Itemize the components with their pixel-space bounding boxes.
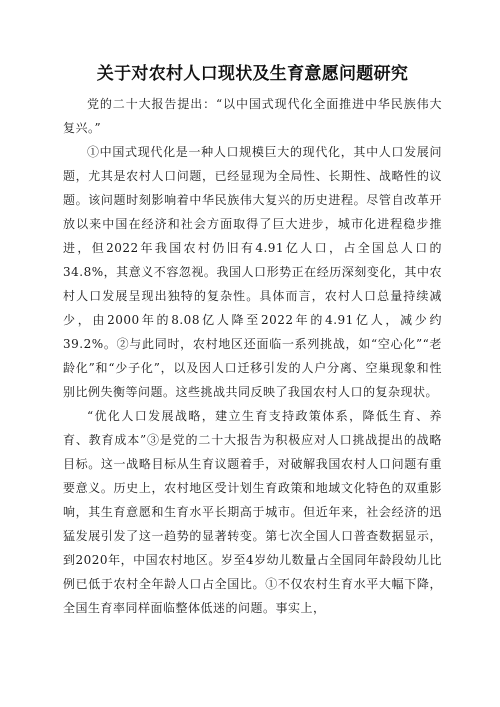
paragraph-rural-population: ①中国式现代化是一种人口规模巨大的现代化，其中人口发展问题，尤其是农村人口问题，已经显现为全局性、长期性、战略性的议题。该问题时刻影响着中华民族伟大复兴的历史进程。尽管自改革开放以来中国在经济和社会方面取得了巨大进步，城市化进程稳步推进，但2022年我国农村仍旧有4.91亿人口，占全国总人口的34.8%，其意义不容忽视。我国人口形势正在经历深刻变化，其中农村人口发展呈现出独特的复杂性。具体而言，农村人口总量持续减少，由2000年的8.08亿人降至2022年的4.91亿人，减少约39.2%。②与此同时，农村地区还面临一系列挑战，如“空心化”“老龄化”和“少子化”，以及因人口迁移引发的人户分离、空巢现象和性别比例失衡等问题。这些挑战共同反映了我国农村人口的复杂现状。	[63, 145, 442, 399]
document-title: 关于对农村人口现状及生育意愿问题研究	[96, 64, 409, 84]
document-body	[63, 92, 442, 620]
paragraph-intro: 党的二十大报告提出：“以中国式现代化全面推进中华民族伟大复兴。”	[63, 97, 442, 135]
paragraph-fertility-policy: “优化人口发展战略，建立生育支持政策体系，降低生育、养育、教育成本”③是党的二十大报告为积极应对人口挑战提出的战略目标。这一战略目标从生育议题着手，对破解我国农村人口问题有重要意义。历史上，农村地区受计划生育政策和地域文化特色的双重影响，其生育意愿和生育水平长期高于城市。但近年来，社会经济的迅猛发展引发了这一趋势的显著转变。第七次全国人口普查数据显示，到2020年，中国农村地区。岁至4岁幼儿数量占全国同年龄段幼儿比例已低于农村全年龄人口占全国比。①不仅农村生育水平大幅下降，全国生育率同样面临整体低迷的问题。事实上，	[63, 409, 442, 615]
